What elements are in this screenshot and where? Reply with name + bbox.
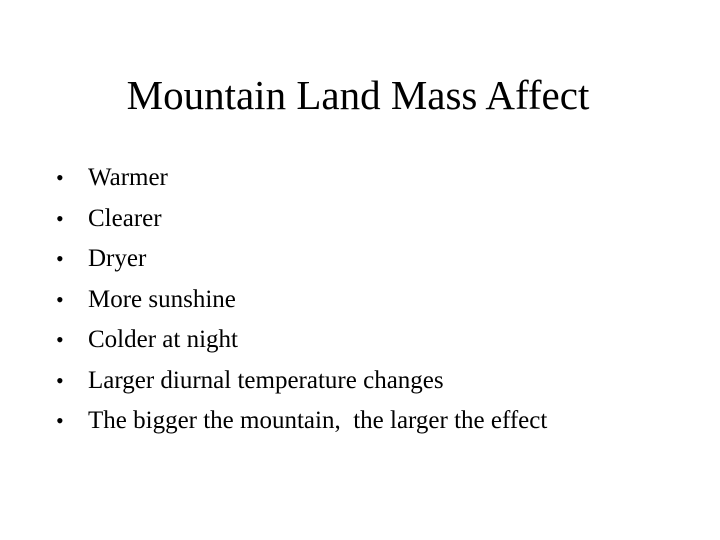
bullet-item — [56, 199, 547, 240]
bullet-marker: • — [56, 205, 64, 231]
bullet-item — [56, 361, 547, 402]
bullet-marker: • — [56, 246, 64, 271]
bullet-item — [56, 239, 547, 280]
bullet-text: Clearer — [88, 204, 162, 232]
bullet-text: More sunshine — [88, 285, 236, 313]
bullet-marker: • — [56, 408, 64, 433]
bullet-list — [56, 158, 547, 442]
bullet-marker: • — [56, 327, 64, 352]
bullet-marker: • — [56, 165, 64, 190]
bullet-item — [56, 320, 547, 361]
bullet-marker: • — [56, 367, 64, 393]
bullet-marker: • — [56, 286, 64, 312]
bullet-text: Warmer — [88, 164, 168, 191]
bullet-text: Colder at night — [88, 326, 238, 353]
bullet-item — [56, 280, 547, 321]
bullet-text: Larger diurnal temperature changes — [88, 366, 444, 394]
bullet-item — [56, 158, 547, 199]
bullet-item — [56, 401, 547, 442]
slide-title: Mountain Land Mass Affect — [126, 72, 590, 118]
bullet-text: Dryer — [88, 245, 147, 272]
bullet-text: The bigger the mountain, the larger the effect — [88, 407, 548, 434]
